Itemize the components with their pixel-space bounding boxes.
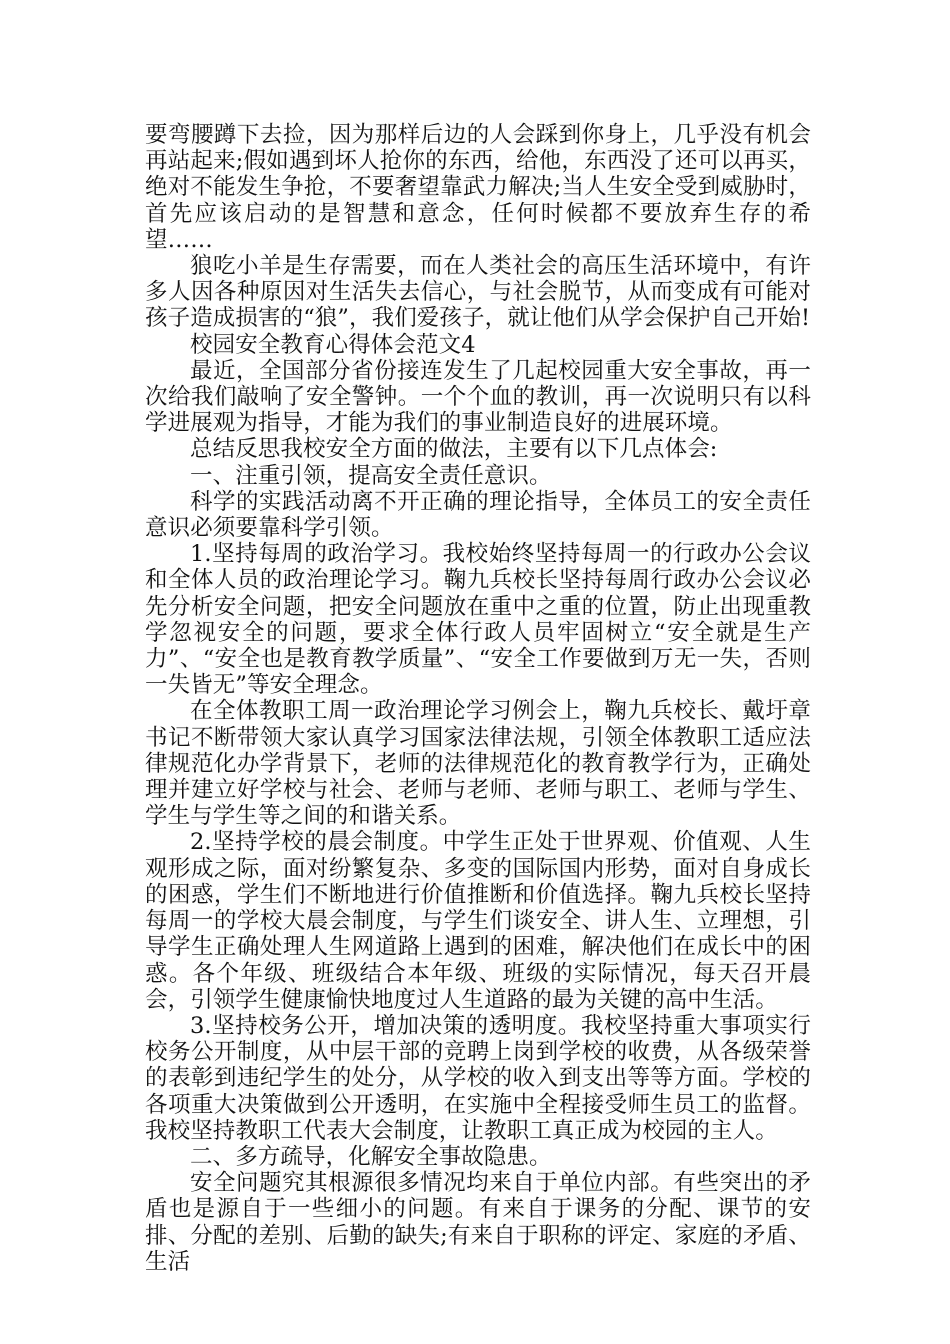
subheading-point-one: 一、注重引领，提高安全责任意识。 [190, 462, 552, 489]
paragraph-recent-accidents: 最近，全国部分省份接连发生了几起校园重大安全事故，再一次给我们敲响了安全警钟。一个个血的教训，再一次说明只有以科学进展观为指导，才能为我们的事业制造良好的进展环境。 [145, 357, 811, 437]
document-page [145, 122, 811, 1275]
paragraph-continuation: 要弯腰蹲下去捡，因为那样后边的人会踩到你身上，几乎没有机会再站起来;假如遇到坏人抢你的东西，给他，东西没了还可以再买，绝对不能发生争抢，不要奢望靠武力解决;当人生安全受到威胁时，首先应该启动的是智慧和意念，任何时候都不要放弃生存的希望…… [145, 122, 811, 253]
paragraph-summary-intro: 总结反思我校安全方面的做法，主要有以下几点体会: [190, 436, 718, 463]
paragraph-wolf-metaphor: 狼吃小羊是生存需要，而在人类社会的高压生活环境中，有许多人因各种原因对生活失去信心，与社会脱节，从而变成有可能对孩子造成损害的“狼”，我们爱孩子，就让他们从学会保护自己开始! [145, 253, 811, 332]
paragraph-monday-meeting: 在全体教职工周一政治理论学习例会上，鞠九兵校长、戴圩章书记不断带领大家认真学习国家法律法规，引领全体教职工适应法律规范化办学背景下，老师的法律规范化的教育教学行为，正确处理并建立好学校与社会、老师与老师、老师与职工、老师与学生、学生与学生等之间的和谐关系。 [145, 698, 811, 830]
subheading-point-two: 二、多方疏导，化解安全事故隐患。 [190, 1143, 552, 1170]
paragraph-root-causes: 安全问题究其根源很多情况均来自于单位内部。有些突出的矛盾也是源自于一些细小的问题。有来自于课务的分配、课节的安排、分配的差别、后勤的缺失;有来自于职称的评定、家庭的矛盾、生活 [145, 1170, 811, 1275]
paragraph-morning-meeting: 2.坚持学校的晨会制度。中学生正处于世界观、价值观、人生观形成之际，面对纷繁复杂、多变的国际国内形势，面对自身成长的困惑，学生们不断地进行价值推断和价值选择。鞠九兵校长坚持每周一的学校大晨会制度，与学生们谈安全、讲人生、立理想，引导学生正确处理人生网道路上遇到的困难，解决他们在成长中的困惑。各个年级、班级结合本年级、班级的实际情况，每天召开晨会，引领学生健康愉快地度过人生道路的最为关键的高中生活。 [145, 829, 811, 1013]
paragraph-weekly-study: 1.坚持每周的政治学习。我校始终坚持每周一的行政办公会议和全体人员的政治理论学习。鞠九兵校长坚持每周行政办公会议必先分析安全问题，把安全问题放在重中之重的位置，防止出现重教学忽视安全的问题，要求全体行政人员牢固树立“安全就是生产力”、“安全也是教育教学质量”、“安全工作要做到万无一失，否则一失皆无”等安全理念。 [145, 541, 811, 699]
paragraph-transparency: 3.坚持校务公开，增加决策的透明度。我校坚持重大事项实行校务公开制度，从中层干部的竞聘上岗到学校的收费，从各级荣誉的表彰到违纪学生的处分，从学校的收入到支出等等方面。学校的各项重大决策做到公开透明，在实施中全程接受师生员工的监督。我校坚持教职工代表大会制度，让教职工真正成为校园的主人。 [145, 1012, 811, 1144]
section-heading-sample-4: 校园安全教育心得体会范文4 [190, 331, 476, 358]
paragraph-scientific-guidance: 科学的实践活动离不开正确的理论指导，全体员工的安全责任意识必须要靠科学引领。 [145, 488, 811, 542]
